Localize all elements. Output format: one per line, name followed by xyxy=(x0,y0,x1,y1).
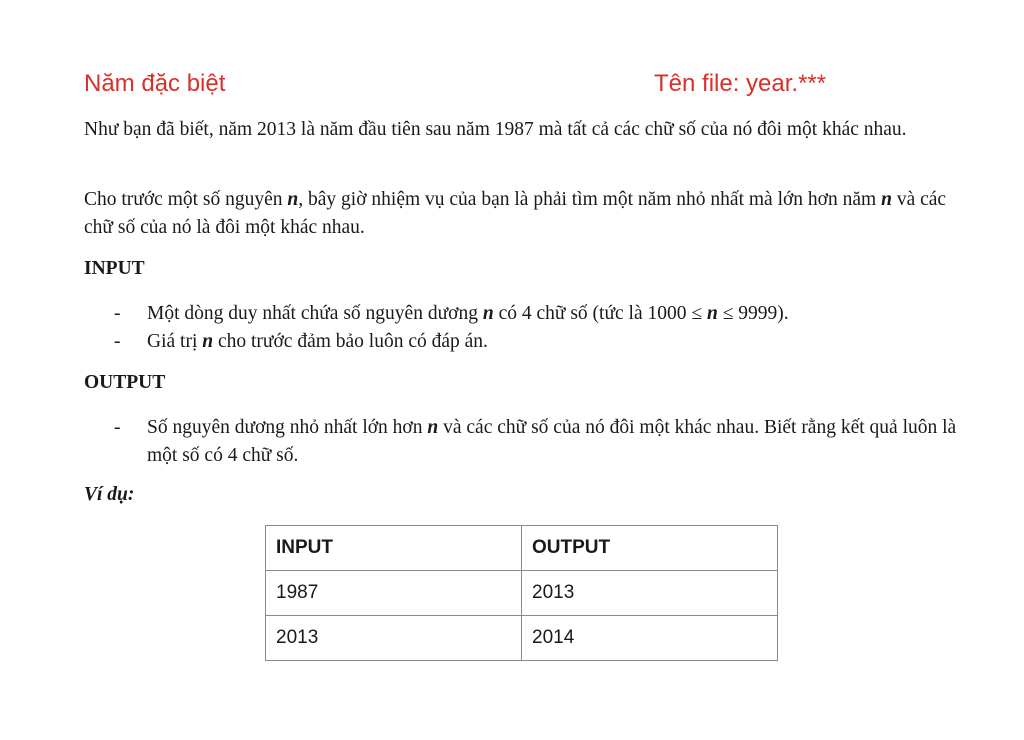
variable-n: n xyxy=(287,189,299,210)
table-header-row xyxy=(266,526,778,571)
file-name: Tên file: year.*** xyxy=(654,70,827,97)
example-label: Ví dụ: xyxy=(84,484,135,505)
problem-title: Năm đặc biệt xyxy=(84,70,226,97)
item-text: Số nguyên dương nhỏ nhất lớn hơn xyxy=(147,417,428,438)
header-input: INPUT xyxy=(266,526,522,571)
cell-input: 2013 xyxy=(266,616,522,661)
cell-output: 2013 xyxy=(522,571,778,616)
intro-paragraph: Như bạn đã biết, năm 2013 là năm đầu tiên sau năm 1987 mà tất cả các chữ số của nó đôi một khác nhau. xyxy=(84,119,907,140)
task-text: và các chữ số của nó là đôi một khác nhau. xyxy=(84,189,947,238)
list-item xyxy=(84,414,964,470)
input-list xyxy=(84,300,964,356)
item-text: Một dòng duy nhất chứa số nguyên dương xyxy=(147,303,483,324)
header-output: OUTPUT xyxy=(522,526,778,571)
list-item xyxy=(84,328,964,356)
variable-n: n xyxy=(706,303,718,324)
output-heading: OUTPUT xyxy=(84,372,166,393)
variable-n: n xyxy=(427,417,439,438)
task-text: , bây giờ nhiệm vụ của bạn là phải tìm một năm nhỏ nhất mà lớn hơn năm xyxy=(298,189,882,210)
cell-input: 1987 xyxy=(266,571,522,616)
output-list xyxy=(84,414,964,470)
task-text: Cho trước một số nguyên xyxy=(84,189,288,210)
cell-output: 2014 xyxy=(522,616,778,661)
variable-n: n xyxy=(881,189,892,210)
table-row xyxy=(266,571,778,616)
variable-n: n xyxy=(202,331,214,352)
variable-n: n xyxy=(482,303,494,324)
item-text: cho trước đảm bảo luôn có đáp án. xyxy=(213,331,488,352)
task-paragraph xyxy=(84,186,964,242)
input-heading: INPUT xyxy=(84,258,145,279)
example-table xyxy=(265,525,778,661)
item-text: Giá trị xyxy=(147,331,203,352)
table-row xyxy=(266,616,778,661)
item-text: có 4 chữ số (tức là 1000 ≤ xyxy=(493,303,707,324)
item-text: ≤ 9999). xyxy=(717,303,789,324)
item-text: và các chữ số của nó đôi một khác nhau. Biết rằng kết quả luôn là một số có 4 chữ số. xyxy=(147,417,957,466)
list-item xyxy=(84,300,964,328)
